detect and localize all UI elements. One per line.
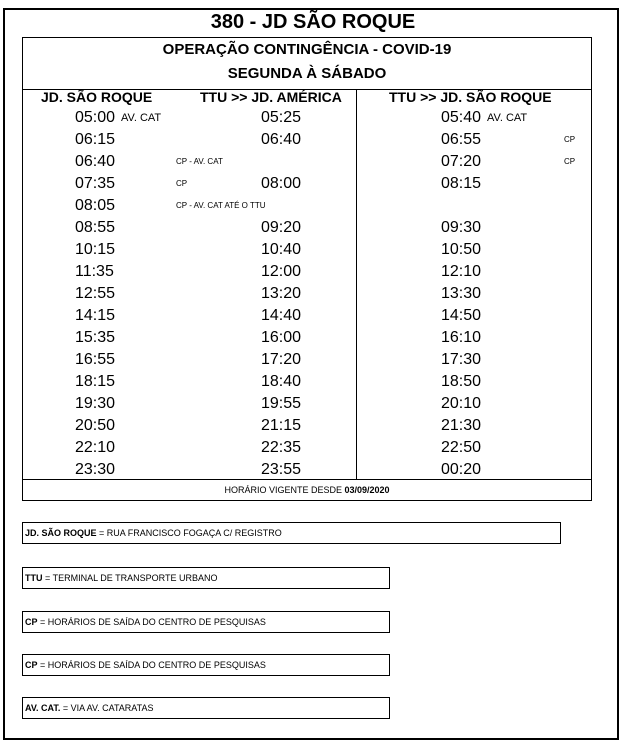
- table-row: [23, 195, 591, 217]
- time-jd-sao-roque: 11:35: [75, 263, 114, 280]
- time-ttu-jd-america: 05:25: [261, 109, 302, 126]
- time-jd-sao-roque: 23:30: [75, 461, 116, 478]
- column-header-ttu-jd-sao-roque: TTU >> JD. SÃO ROQUE: [389, 89, 552, 105]
- time-ttu-jd-sao-roque: 21:30: [441, 417, 482, 434]
- table-row: [23, 239, 591, 261]
- time-jd-sao-roque: 06:40: [75, 153, 116, 170]
- time-jd-sao-roque: 16:55: [75, 351, 116, 368]
- time-jd-sao-roque: 08:55: [75, 219, 116, 236]
- table-row: [23, 437, 591, 459]
- time-ttu-jd-america: 06:40: [261, 131, 302, 148]
- table-row: [23, 327, 591, 349]
- validity-date: 03/09/2020: [344, 485, 390, 495]
- table-row: [23, 261, 591, 283]
- column-header-jd-sao-roque: JD. SÃO ROQUE: [41, 89, 153, 105]
- legend-item: [22, 522, 561, 544]
- table-row: [23, 173, 591, 195]
- time-ttu-jd-america: 08:00: [261, 175, 302, 192]
- schedule-header: [23, 38, 591, 90]
- time-ttu-jd-sao-roque: 22:50: [441, 439, 482, 456]
- time-ttu-jd-sao-roque: 12:10: [441, 263, 482, 280]
- time-ttu-jd-sao-roque: 00:20: [441, 461, 482, 478]
- note-cp: CP: [564, 157, 576, 166]
- time-ttu-jd-sao-roque: 17:30: [441, 351, 482, 368]
- operation-subtitle: OPERAÇÃO CONTINGÊNCIA - COVID-19: [162, 41, 452, 58]
- time-ttu-jd-sao-roque: 06:55: [441, 131, 482, 148]
- time-ttu-jd-sao-roque: 20:10: [441, 395, 482, 412]
- legend-key: CP: [25, 617, 38, 627]
- validity-label: HORÁRIO VIGENTE DESDE: [224, 485, 342, 495]
- schedule-table: [22, 37, 592, 501]
- table-row: [23, 129, 591, 151]
- legend-key: JD. SÃO ROQUE: [25, 528, 97, 538]
- note-av-cat: AV. CAT: [487, 112, 528, 124]
- note-av-cat: AV. CAT: [121, 112, 162, 124]
- time-ttu-jd-sao-roque: 10:50: [441, 241, 482, 258]
- table-row: [23, 151, 591, 173]
- time-ttu-jd-sao-roque: 16:10: [441, 329, 482, 346]
- time-ttu-jd-sao-roque: 09:30: [441, 219, 482, 236]
- table-row: [23, 283, 591, 305]
- table-row: [23, 371, 591, 393]
- time-jd-sao-roque: 19:30: [75, 395, 116, 412]
- table-row: [23, 217, 591, 239]
- time-ttu-jd-sao-roque: 08:15: [441, 175, 482, 192]
- time-jd-sao-roque: 06:15: [75, 131, 116, 148]
- legend-text: = TERMINAL DE TRANSPORTE URBANO: [45, 573, 218, 583]
- time-ttu-jd-america: 23:55: [261, 461, 302, 478]
- time-ttu-jd-sao-roque: 13:30: [441, 285, 482, 302]
- time-ttu-jd-sao-roque: 07:20: [441, 153, 482, 170]
- legend-item: [22, 654, 390, 676]
- table-row: [23, 415, 591, 437]
- table-row: [23, 393, 591, 415]
- legend-text: = VIA AV. CATARATAS: [62, 703, 154, 713]
- legend-item: [22, 697, 390, 719]
- time-ttu-jd-america: 10:40: [261, 241, 302, 258]
- time-ttu-jd-america: 12:00: [261, 263, 302, 280]
- time-jd-sao-roque: 07:35: [75, 175, 116, 192]
- time-ttu-jd-america: 21:15: [261, 417, 302, 434]
- time-jd-sao-roque: 12:55: [75, 285, 116, 302]
- legend-key: AV. CAT.: [25, 703, 61, 713]
- time-ttu-jd-sao-roque: 14:50: [441, 307, 482, 324]
- time-ttu-jd-america: 18:40: [261, 373, 302, 390]
- time-jd-sao-roque: 05:00: [75, 109, 116, 126]
- validity-footer: [23, 479, 591, 500]
- note-cp: CP - AV. CAT: [176, 157, 223, 166]
- legend-text: = HORÁRIOS DE SAÍDA DO CENTRO DE PESQUISAS: [40, 617, 266, 627]
- time-ttu-jd-america: 09:20: [261, 219, 302, 236]
- time-ttu-jd-america: 22:35: [261, 439, 302, 456]
- legend-text: = RUA FRANCISCO FOGAÇA C/ REGISTRO: [99, 528, 282, 538]
- note-cp: CP: [176, 179, 188, 188]
- time-ttu-jd-america: 16:00: [261, 329, 302, 346]
- time-jd-sao-roque: 14:15: [75, 307, 116, 324]
- note-cp: CP: [564, 135, 576, 144]
- table-row: [23, 305, 591, 327]
- legend-text: = HORÁRIOS DE SAÍDA DO CENTRO DE PESQUISAS: [40, 660, 266, 670]
- days-subtitle: SEGUNDA À SÁBADO: [227, 65, 387, 82]
- column-header-ttu-jd-america: TTU >> JD. AMÉRICA: [200, 89, 342, 105]
- time-jd-sao-roque: 08:05: [75, 197, 116, 214]
- note-cp: CP - AV. CAT ATÉ O TTU: [176, 201, 266, 210]
- table-row: [23, 107, 591, 129]
- time-jd-sao-roque: 20:50: [75, 417, 116, 434]
- time-ttu-jd-america: 14:40: [261, 307, 302, 324]
- time-ttu-jd-sao-roque: 18:50: [441, 373, 482, 390]
- time-ttu-jd-america: 17:20: [261, 351, 302, 368]
- table-row: [23, 349, 591, 371]
- legend-item: [22, 611, 390, 633]
- legend-key: CP: [25, 660, 38, 670]
- time-jd-sao-roque: 15:35: [75, 329, 116, 346]
- time-ttu-jd-america: 13:20: [261, 285, 302, 302]
- time-ttu-jd-sao-roque: 05:40: [441, 109, 482, 126]
- time-jd-sao-roque: 22:10: [75, 439, 116, 456]
- legend-item: [22, 567, 390, 589]
- table-row: [23, 459, 591, 481]
- page-title: 380 - JD SÃO ROQUE: [210, 11, 416, 33]
- time-ttu-jd-america: 19:55: [261, 395, 302, 412]
- time-jd-sao-roque: 18:15: [75, 373, 116, 390]
- time-jd-sao-roque: 10:15: [75, 241, 116, 258]
- legend-key: TTU: [25, 573, 43, 583]
